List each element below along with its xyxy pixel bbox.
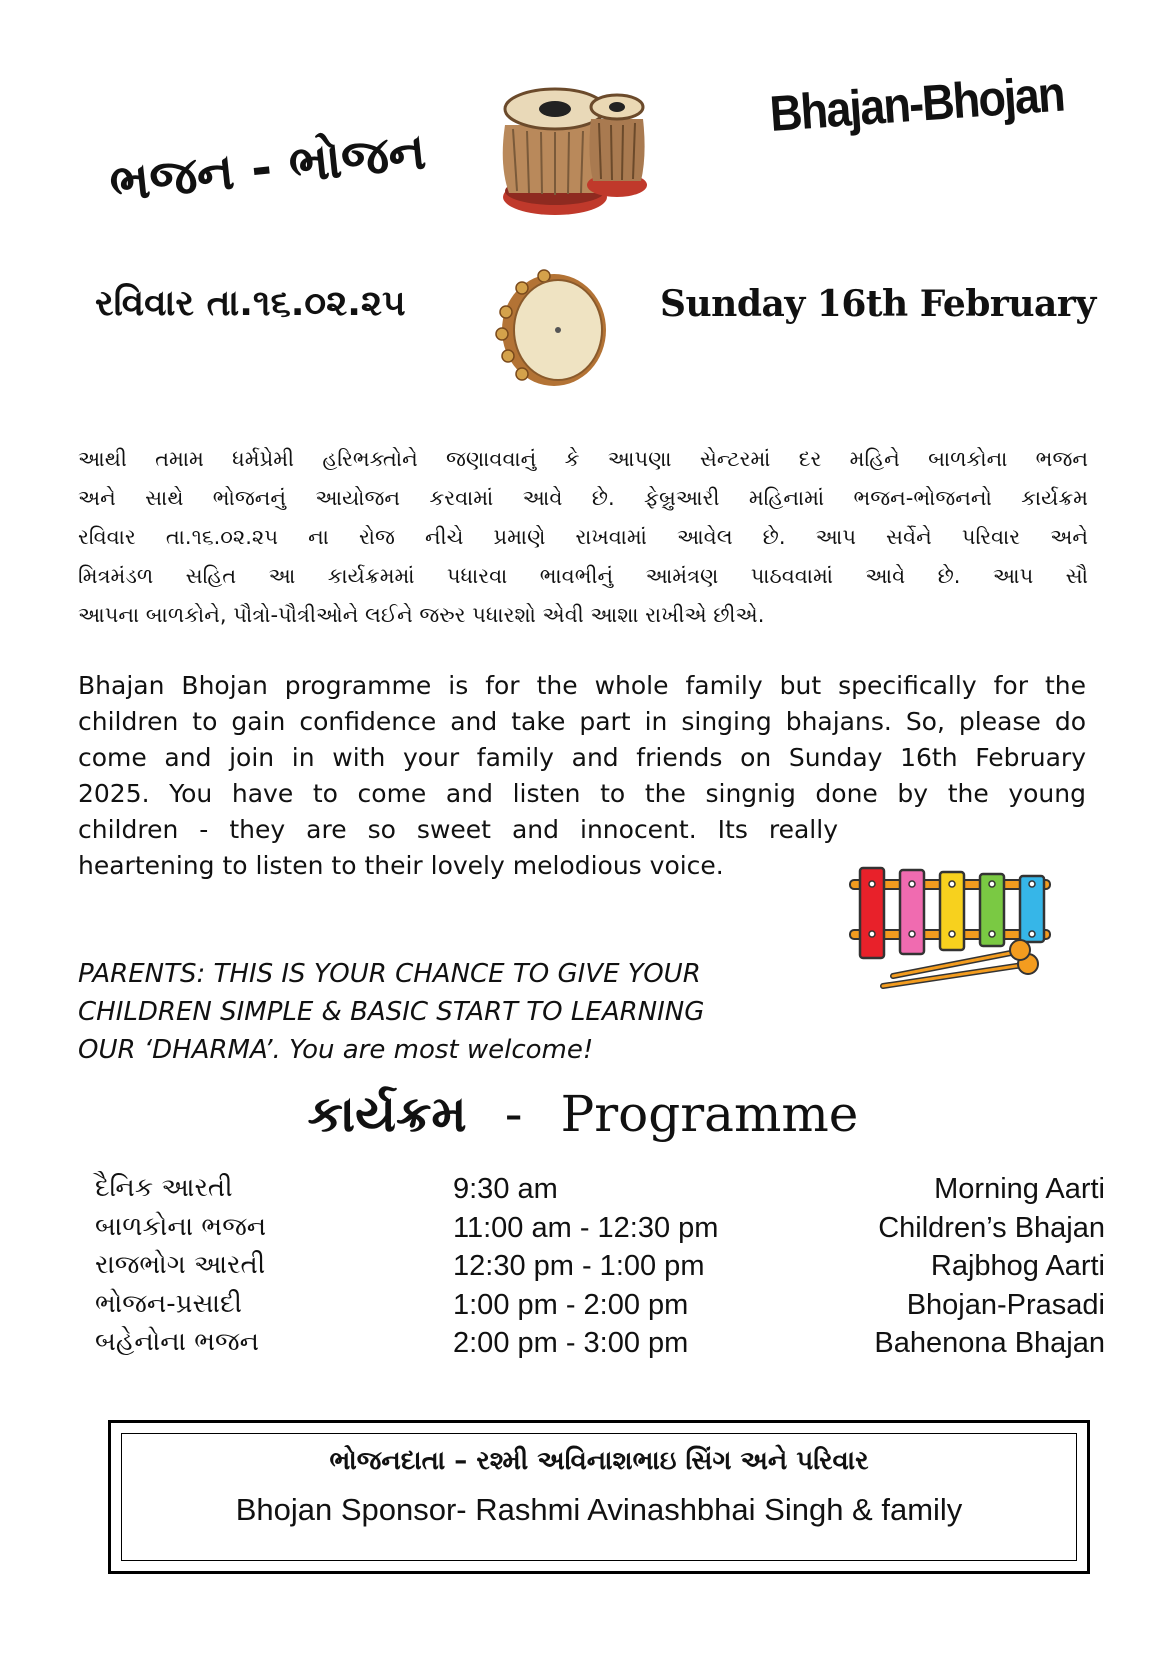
schedule-gujarati: દૈનિક આરતી	[95, 1173, 233, 1203]
title-english: Bhajan-Bhojan	[768, 65, 1066, 142]
date-gujarati: રવિવાર તા.૧૬.૦૨.૨૫	[95, 283, 406, 324]
parents-note-line: CHILDREN SIMPLE & BASIC START TO LEARNING	[78, 997, 705, 1027]
schedule-row	[95, 1173, 1105, 1212]
sponsor-gujarati: ભોજનદાતા – રશ્મી અવિનાશભાઇ સિંગ અને પરિવાર	[329, 1446, 869, 1476]
schedule-time: 1:00 pm - 2:00 pm	[453, 1288, 689, 1321]
intro-gujarati-line: આપના બાળકોને, પૌત્રો-પૌત્રીઓને લઈને જરુર પધારશો એવી આશા રાખીએ છીએ.	[78, 603, 765, 627]
intro-english-line: heartening to listen to their lovely melodious voice.	[78, 851, 724, 880]
schedule-english: Bahenona Bhajan	[874, 1327, 1105, 1359]
schedule-english: Bhojan-Prasadi	[906, 1288, 1105, 1321]
intro-gujarati-line: આથી તમામ ધર્મપ્રેમી હરિભક્તોને જણાવવાનું કે આપણા સેન્ટરમાં દર મહિને બાળકોના ભજન	[78, 447, 1088, 471]
schedule-english: Morning Aarti	[934, 1173, 1105, 1205]
parents-note-line: OUR ‘DHARMA’. You are most welcome!	[78, 1035, 594, 1065]
tambourine-icon	[492, 268, 612, 393]
programme-heading-gujarati: કાર્યક્રમ	[307, 1085, 467, 1143]
schedule-gujarati: બાળકોના ભજન	[95, 1211, 267, 1242]
intro-english-line: come and join in with your family and friends on Sunday 16th February	[78, 743, 1086, 772]
schedule-gujarati: બહેનોના ભજન	[95, 1327, 260, 1357]
programme-schedule	[95, 1173, 1105, 1366]
schedule-time: 9:30 am	[453, 1173, 558, 1205]
schedule-gujarati: ભોજન-પ્રસાદી	[95, 1288, 242, 1319]
schedule-row	[95, 1212, 1105, 1251]
programme-heading-english: Programme	[560, 1085, 859, 1143]
intro-english-line: children - they are so sweet and innocent. Its really	[78, 815, 838, 844]
programme-heading	[0, 1085, 1166, 1144]
schedule-time: 11:00 am - 12:30 pm	[453, 1211, 719, 1244]
schedule-gujarati: રાજભોગ આરતી	[95, 1250, 266, 1280]
date-english: Sunday 16th February	[660, 283, 1096, 325]
parents-note-line: PARENTS: THIS IS YOUR CHANCE TO GIVE YOUR	[78, 959, 701, 989]
sponsor-inner-border	[121, 1433, 1077, 1561]
xylophone-icon	[848, 860, 1063, 995]
intro-gujarati-line: રવિવાર તા.૧૬.૦૨.૨૫ ના રોજ નીચે પ્રમાણે રાખવામાં આવેલ છે. આપ સર્વેને પરિવાર અને	[78, 525, 1088, 549]
intro-gujarati-line: મિત્રમંડળ સહિત આ કાર્યક્રમમાં પધારવા ભાવભીનું આમંત્રણ પાઠવવામાં આવે છે. આપ સૌ	[78, 564, 1088, 588]
schedule-time: 12:30 pm - 1:00 pm	[453, 1250, 705, 1282]
intro-english-line: 2025. You have to come and listen to the singnig done by the young	[78, 779, 1086, 808]
tabla-drums-icon	[495, 85, 655, 225]
parents-note	[78, 955, 838, 1069]
programme-heading-separator: -	[504, 1085, 523, 1143]
sponsor-english: Bhojan Sponsor- Rashmi Avinashbhai Singh & family	[235, 1492, 963, 1527]
schedule-english: Children’s Bhajan	[878, 1211, 1105, 1244]
sponsor-box	[108, 1420, 1090, 1574]
intro-english	[78, 668, 1086, 884]
schedule-row	[95, 1289, 1105, 1328]
schedule-row	[95, 1250, 1105, 1289]
schedule-time: 2:00 pm - 3:00 pm	[453, 1327, 689, 1359]
intro-gujarati-line: અને સાથે ભોજનનું આયોજન કરવામાં આવે છે. ફેબ્રુઆરી મહિનામાં ભજન-ભોજનનો કાર્યક્રમ	[78, 486, 1088, 510]
intro-english-line: Bhajan Bhojan programme is for the whole family but specifically for the	[78, 671, 1086, 700]
title-gujarati: ભજન - ભોજન	[106, 122, 429, 213]
intro-english-line: children to gain confidence and take part in singing bhajans. So, please do	[78, 707, 1086, 736]
intro-gujarati	[78, 440, 1088, 635]
schedule-english: Rajbhog Aarti	[930, 1250, 1105, 1282]
schedule-row	[95, 1327, 1105, 1366]
